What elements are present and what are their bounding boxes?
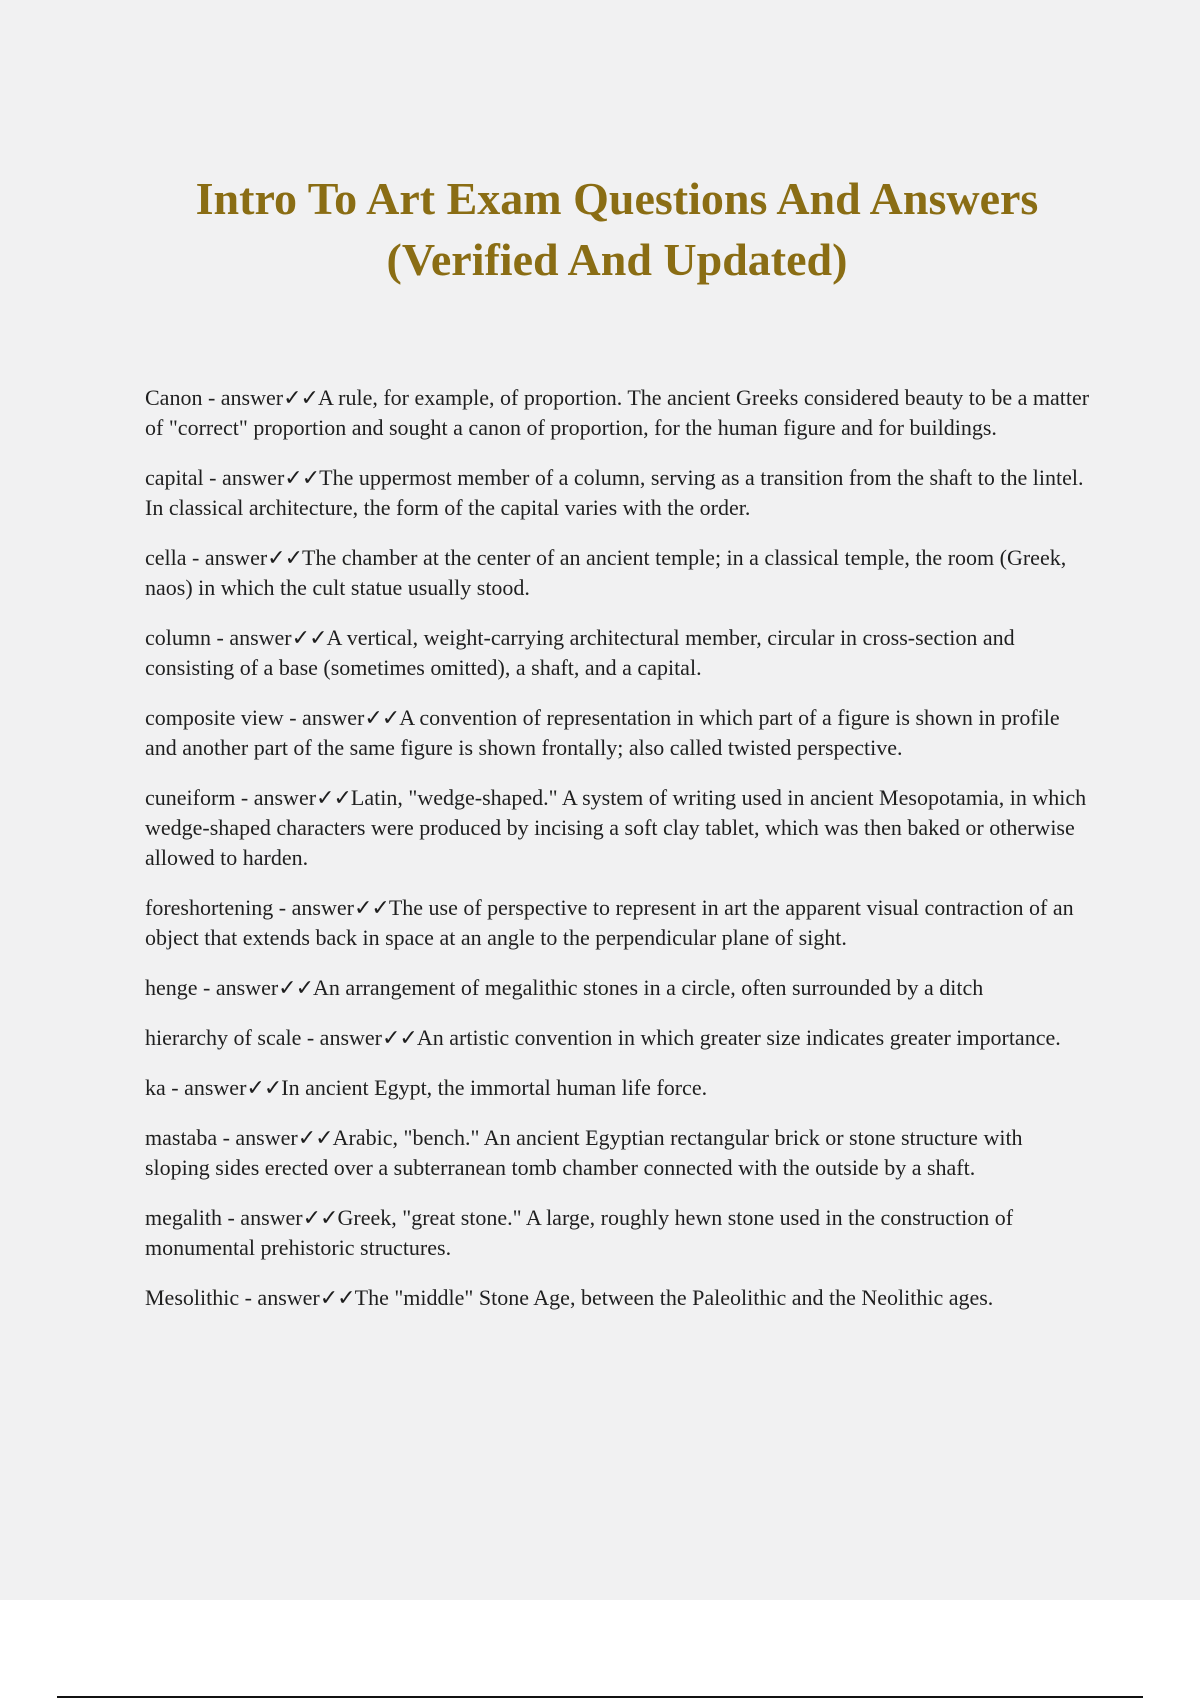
entry-separator: - answer: [301, 1025, 382, 1050]
check-mark-icon: ✓✓: [302, 1205, 338, 1230]
entry-separator: - answer: [211, 625, 292, 650]
entry-term: foreshortening: [145, 895, 274, 920]
entry-list: [145, 383, 1090, 1333]
entry-item: [145, 973, 1090, 1003]
entry-item: [145, 1283, 1090, 1313]
entry-term: megalith: [145, 1205, 222, 1230]
entry-term: Canon: [145, 385, 203, 410]
entry-item: [145, 383, 1090, 443]
entry-term: composite view: [145, 705, 284, 730]
check-mark-icon: ✓✓: [278, 975, 314, 1000]
entry-definition: The use of perspective to represent in art the apparent visual contraction of an object that extends back in space at an angle to the perpendicular plane of sight.: [145, 895, 1074, 950]
entry-definition: A rule, for example, of proportion. The ancient Greeks considered beauty to be a matter of "correct" proportion and sought a canon of proportion, for the human figure and for buildings.: [145, 385, 1090, 440]
entry-definition: The chamber at the center of an ancient temple; in a classical temple, the room (Greek, naos) in which the cult statue usually stood.: [145, 545, 1067, 600]
entry-definition: An arrangement of megalithic stones in a circle, often surrounded by a ditch: [313, 975, 984, 1000]
entry-separator: - answer: [203, 465, 285, 490]
entry-definition: In ancient Egypt, the immortal human life force.: [281, 1075, 708, 1100]
entry-separator: - answer: [197, 975, 279, 1000]
entry-item: [145, 463, 1090, 523]
check-mark-icon: ✓✓: [283, 385, 318, 410]
entry-item: [145, 703, 1090, 763]
entry-item: [145, 1123, 1090, 1183]
entry-separator: - answer: [217, 1125, 298, 1150]
entry-separator: - answer: [165, 1075, 247, 1100]
title-line-1: Intro To Art Exam Questions And Answers: [195, 173, 1039, 224]
entry-item: [145, 1073, 1090, 1103]
check-mark-icon: ✓✓: [353, 895, 389, 920]
entry-item: [145, 1203, 1090, 1263]
entry-separator: - answer: [202, 385, 284, 410]
entry-definition: Greek, "great stone." A large, roughly hewn stone used in the construction of monumental prehistoric structures.: [145, 1205, 1014, 1260]
check-mark-icon: ✓✓: [291, 625, 327, 650]
entry-definition: An artistic convention in which greater size indicates greater importance.: [416, 1025, 1061, 1050]
entry-term: cella: [145, 545, 187, 570]
entry-term: henge: [145, 975, 198, 1000]
entry-definition: A vertical, weight-carrying architectural member, circular in cross-section and consisting of a base (sometimes omitted), a shaft, and a capital.: [145, 625, 1015, 680]
check-mark-icon: ✓✓: [246, 1075, 282, 1100]
entry-term: Mesolithic: [145, 1285, 240, 1310]
entry-term: ka: [145, 1075, 166, 1100]
check-mark-icon: ✓✓: [297, 1125, 333, 1150]
title-line-2: (Verified And Updated): [386, 234, 848, 285]
footer-divider: [57, 1696, 1143, 1698]
entry-separator: - answer: [273, 895, 354, 920]
check-mark-icon: ✓✓: [316, 785, 351, 810]
entry-separator: - answer: [221, 1205, 303, 1230]
check-mark-icon: ✓✓: [267, 545, 303, 570]
check-mark-icon: ✓✓: [382, 1025, 417, 1050]
entry-separator: - answer: [283, 705, 365, 730]
entry-definition: The uppermost member of a column, serving as a transition from the shaft to the lintel. In classical architecture, the form of the capital varies with the order.: [145, 465, 1084, 520]
entry-term: hierarchy of scale: [145, 1025, 302, 1050]
check-mark-icon: ✓✓: [284, 465, 320, 490]
entry-term: cuneiform: [145, 785, 236, 810]
entry-term: mastaba: [145, 1125, 218, 1150]
entry-item: [145, 1023, 1090, 1053]
entry-definition: Latin, "wedge-shaped." A system of writing used in ancient Mesopotamia, in which wedge-shaped characters were produced by incising a soft clay tablet, which was then baked or otherwise allowed to harden.: [145, 785, 1087, 870]
entry-item: [145, 623, 1090, 683]
entry-definition: Arabic, "bench." An ancient Egyptian rectangular brick or stone structure with sloping sides erected over a subterranean tomb chamber connected with the outside by a shaft.: [145, 1125, 1023, 1180]
entry-item: [145, 543, 1090, 603]
entry-term: capital: [145, 465, 204, 490]
document-title: [100, 168, 1134, 290]
entry-separator: - answer: [239, 1285, 320, 1310]
entry-item: [145, 893, 1090, 953]
entry-definition: A convention of representation in which part of a figure is shown in profile and another part of the same figure is shown frontally; also called twisted perspective.: [145, 705, 1060, 760]
entry-separator: - answer: [235, 785, 317, 810]
check-mark-icon: ✓✓: [364, 705, 400, 730]
entry-item: [145, 783, 1090, 873]
check-mark-icon: ✓✓: [319, 1285, 355, 1310]
entry-separator: - answer: [186, 545, 268, 570]
entry-term: column: [145, 625, 211, 650]
entry-definition: The "middle" Stone Age, between the Paleolithic and the Neolithic ages.: [354, 1285, 994, 1310]
